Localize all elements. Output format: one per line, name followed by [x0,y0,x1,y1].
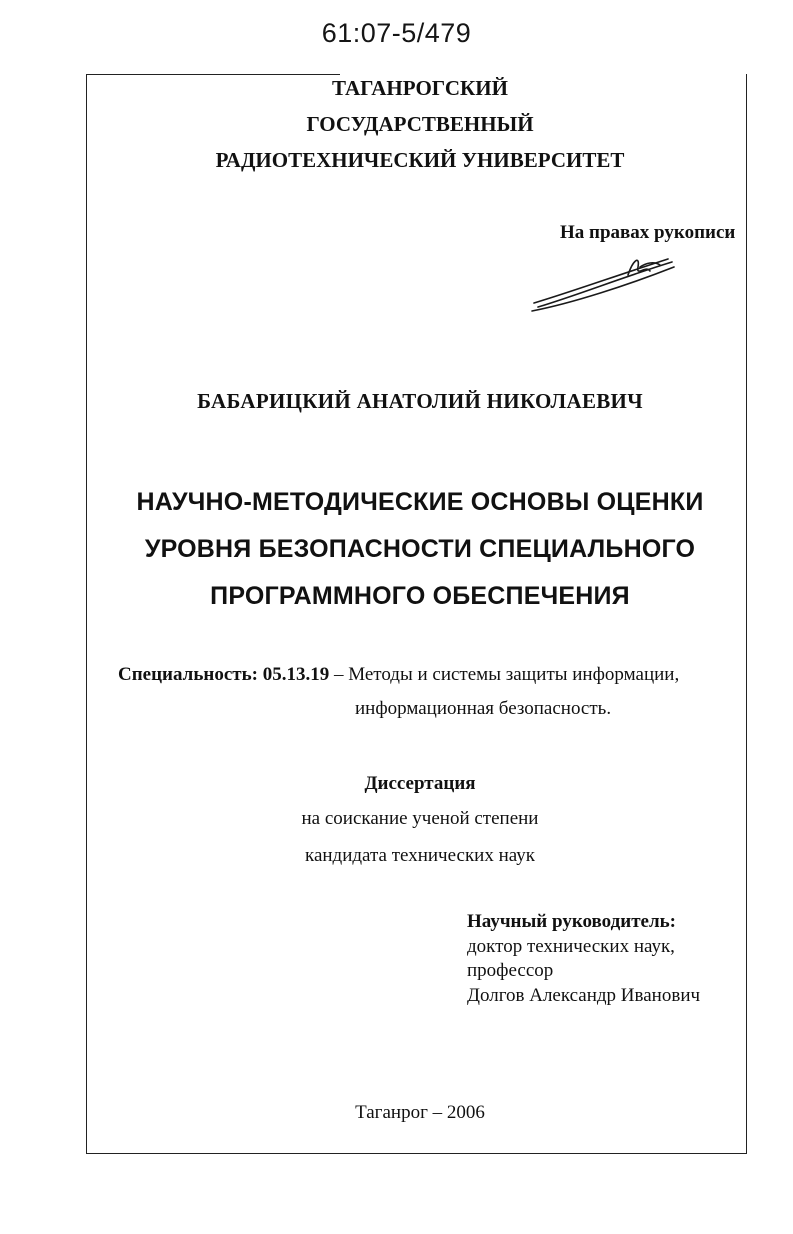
frame-top-border [86,74,340,75]
university-line-2: ГОСУДАРСТВЕННЫЙ [306,112,534,136]
frame-right-border [746,74,747,1154]
specialty-name-line-1: Методы и системы защиты информации, [348,664,680,685]
supervisor-name: Долгов Александр Иванович [467,985,701,1006]
frame-bottom-border [86,1153,747,1154]
title-line-1: НАУЧНО-МЕТОДИЧЕСКИЕ ОСНОВЫ ОЦЕНКИ [136,488,704,516]
supervisor-rank: профессор [467,960,554,981]
specialty-dash: – [329,664,349,685]
supervisor-heading: Научный руководитель: [467,911,676,932]
place-year: Таганрог – 2006 [355,1102,485,1123]
author-name: БАБАРИЦКИЙ АНАТОЛИЙ НИКОЛАЕВИЧ [197,389,643,413]
university-line-1: ТАГАНРОГСКИЙ [332,76,508,100]
thesis-degree-line-2: кандидата технических наук [305,845,535,866]
catalog-number: 61:07-5/479 [321,18,472,48]
supervisor-degree: доктор технических наук, [467,936,675,957]
frame-left-border [86,74,87,1154]
thesis-degree-line-1: на соискание ученой степени [301,808,539,829]
title-line-2: УРОВНЯ БЕЗОПАСНОСТИ СПЕЦИАЛЬНОГО [144,535,696,563]
manuscript-note: На правах рукописи [560,222,736,243]
specialty-line [118,664,679,686]
title-line-3: ПРОГРАММНОГО ОБЕСПЕЧЕНИЯ [210,582,630,610]
specialty-code: 05.13.19 [262,664,330,685]
university-line-3: РАДИОТЕХНИЧЕСКИЙ УНИВЕРСИТЕТ [215,148,625,172]
signature-icon [528,245,678,320]
specialty-name-line-2: информационная безопасность. [355,698,612,719]
specialty-label: Специальность: [118,664,258,685]
thesis-type: Диссертация [364,773,476,794]
